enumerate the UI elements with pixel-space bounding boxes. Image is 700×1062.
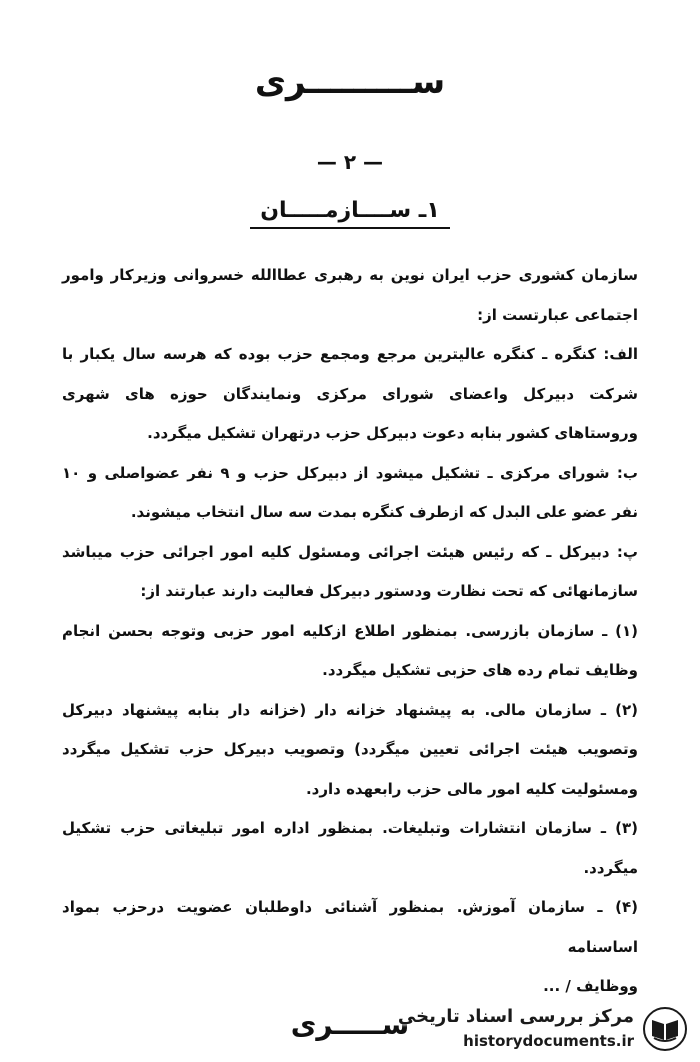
page-number: — ۲ —: [316, 150, 384, 174]
section-title: [0, 198, 700, 229]
paragraph-central-council: ب: شورای مرکزی ـ تشکیل میشود از دبیرکل حزب و ۹ نفر عضواصلی و ۱۰ نفر عضو علی البدل که ازطرف کنگره بمدت سه سال انتخاب میشوند.: [62, 463, 639, 521]
paragraph-secretary-general: پ: دبیرکل ـ که رئیس هیئت اجرائی ومسئول کلیه امور اجرائی حزب میباشد سازمانهائی که تحت نظارت ودستور دبیرکل فعالیت دارند عبارتند از:: [62, 542, 638, 600]
paragraph-finance: (۲) ـ سازمان مالی. به پیشنهاد خزانه دار (خزانه دار بنابه پیشنهاد دبیرکل وتصویب هیئت اجرائی تعیین میگردد) وتصویب دبیرکل حزب تشکیل میگردد ومسئولیت کلیه امور مالی حزب رابعهده دارد.: [62, 700, 638, 798]
book-logo-icon: [642, 1006, 688, 1052]
paragraph-continued: ووظایف / ...: [543, 977, 638, 995]
watermark-url: historydocuments.ir: [463, 1032, 634, 1050]
paragraph-education: (۴) ـ سازمان آموزش. بمنظور آشنائی داوطلبان عضویت درحزب بمواد اساسنامه: [62, 898, 638, 956]
watermark-title: مرکز بررسی اسناد تاریخی: [397, 1006, 634, 1027]
section-title-text: ۱ـ ســــازمـــــان: [250, 198, 450, 229]
paragraph-congress: الف: کنگره ـ کنگره عالیترین مرجع ومجمع حزب بوده که هرسه سال یکبار با شرکت دبیرکل واعضای شورای مرکزی ونمایندگان حوزه های شهری وروستاهای کشور بنابه دعوت دبیرکل حزب درتهران تشکیل میگردد.: [62, 345, 638, 442]
body-text: [62, 256, 638, 1007]
paragraph-inspection: (۱) ـ سازمان بازرسی. بمنظور اطلاع ازکلیه امور حزبی وتوجه بحسن انجام وظایف تمام رده های حزبی تشکیل میگردد.: [62, 621, 638, 679]
watermark: [362, 1004, 692, 1056]
classification-top: ســـــــــری: [254, 62, 446, 102]
classification-bottom: ســـــری: [290, 1008, 410, 1041]
paragraph-publications: (۳) ـ سازمان انتشارات وتبلیغات. بمنظور اداره امور تبلیغاتی حزب تشکیل میگردد.: [62, 819, 638, 877]
paragraph-intro: سازمان کشوری حزب ایران نوین به رهبری عطاالله خسروانی وزیرکار وامور اجتماعی عبارتست از:: [62, 266, 638, 324]
